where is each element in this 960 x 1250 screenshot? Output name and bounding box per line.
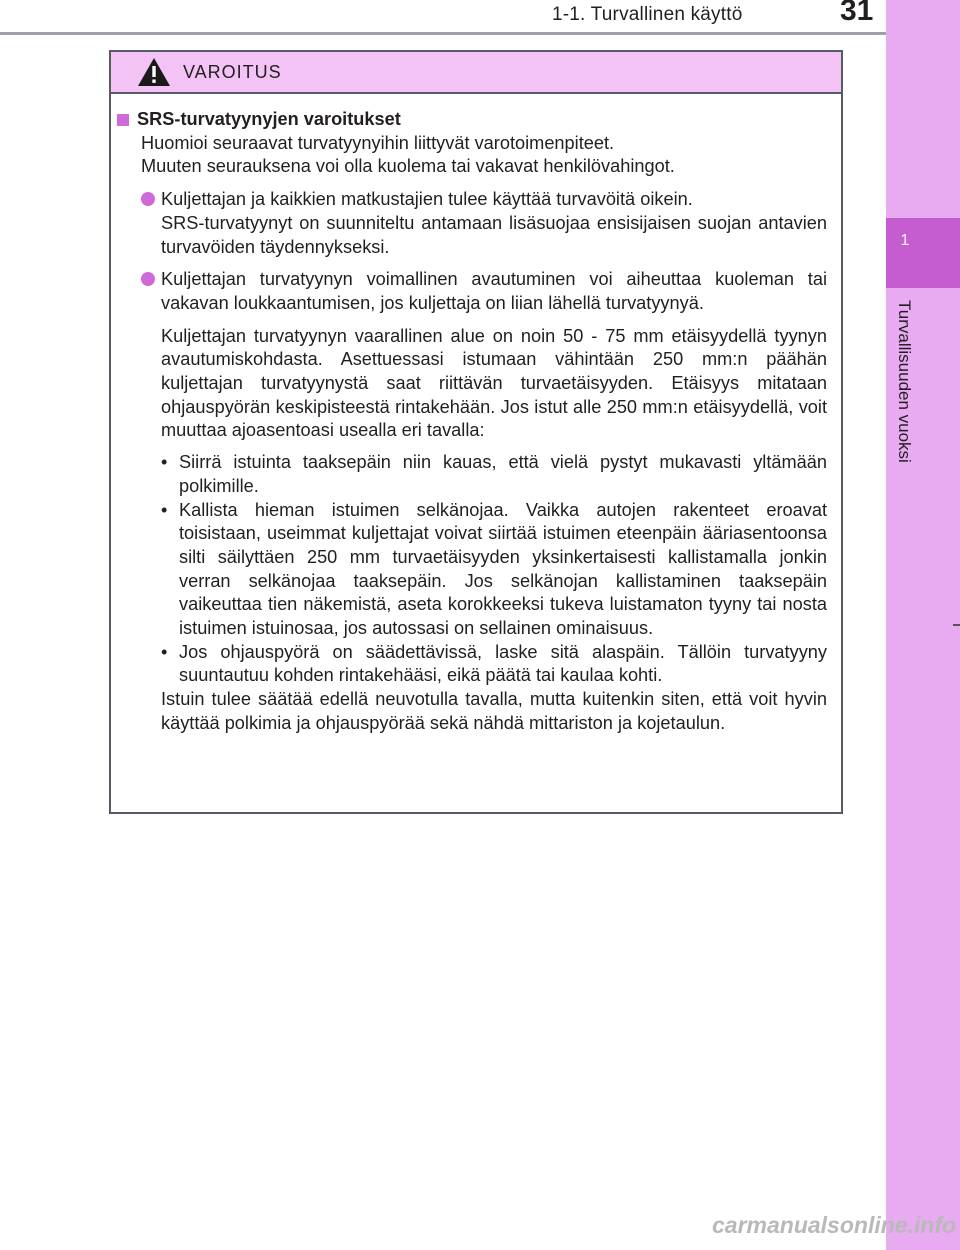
chapter-tab [886,218,960,288]
heading-square-icon [117,114,129,126]
running-header: 1-1. Turvallinen käyttö [552,4,743,25]
adjustment-list [117,451,827,688]
list-item [117,451,827,498]
side-tab [886,0,960,1250]
page-number: 31 [840,0,874,27]
distance-paragraph: Kuljettajan turvatyynyn vaarallinen alue on noin 50 - 75 mm etäisyydellä tyynyn avautumiskohdasta. Asettuessasi istumaan vähintään 250 mm:n päähän kuljettajan turvatyynystä saat riittävän turvaetäisyyden. Etäisyys mitataan ohjauspyörän keskipisteestä rintakehään. Jos istut alle 250 mm:n etäisyydellä, voit muuttaa ajoasentoasi usealla eri tavalla: [161,325,827,441]
list-item [117,641,827,688]
bullet-line: Kuljettajan turvatyynyn voimallinen avautuminen voi aiheuttaa kuoleman tai vakavan loukkaantumisen, jos kuljettaja on liian lähellä turvatyynyä. [161,269,827,313]
closing-paragraph: Istuin tulee säätää edellä neuvotulla tavalla, mutta kuitenkin siten, että voit hyvin käyttää polkimia ja ohjauspyörää sekä nähdä mittariston ja kojetaulun. [161,689,827,733]
list-item [117,499,827,641]
warning-header [111,52,841,94]
section-heading [117,108,827,132]
site-watermark: carmanualsonline.info [712,1212,957,1238]
list-item-text: Kallista hieman istuimen selkänojaa. Vaikka autojen rakenteet eroavat toisistaan, useimmat kuljettajat voivat siirtää istuimen eteenpäin ääriasentoonsa silti säilyttäen 250 mm turvaetäisyyden yksinkertaisesti kallistamalla jonkin verran selkänojaa taaksepäin. Jos selkänojan kallistaminen taaksepäin vaikeuttaa tien näkemistä, aseta korokkeeksi tukeva luistamaton tyyny tai nosta istuimen istuinosaa, jos autossasi on sellainen ominaisuus. [179,499,827,639]
list-bullet: • [161,452,168,473]
intro-line: Huomioi seuraavat turvatyynyihin liittyvät varotoimenpiteet. [141,132,615,153]
warning-body [111,94,841,736]
bullet-line: Kuljettajan ja kaikkien matkustajien tulee käyttää turvavöitä oikein. [161,189,693,210]
warning-triangle-icon [137,57,171,87]
chapter-title: Turvallisuuden vuoksi [895,300,914,463]
bullet-item [117,268,827,315]
list-item-text: Siirrä istuinta taaksepäin niin kauas, että vielä pystyt mukavasti yltämään polkimille. [179,452,827,496]
bullet-dot-icon [141,272,155,286]
warning-box [109,50,843,814]
section-heading-text: SRS-turvatyynyjen varoitukset [137,109,401,129]
list-bullet: • [161,499,168,520]
list-item-text: Jos ohjauspyörä on säädettävissä, laske sitä alaspäin. Tällöin turvatyyny suuntautuu kohden rintakehääsi, eikä päätä tai kaulaa kohti. [179,641,827,686]
list-bullet: • [161,641,168,662]
intro-line: Muuten seurauksena voi olla kuolema tai vakavat henkilövahingot. [141,156,675,177]
warning-title: VAROITUS [183,61,282,82]
bullet-dot-icon [141,192,155,206]
bullet-line: SRS-turvatyynyt on suunniteltu antamaan lisäsuojaa ensisijaisen suojan antavien turvavöiden täydennykseksi. [161,212,827,257]
bullet-item [117,188,827,259]
chapter-number: 1 [900,232,910,249]
edge-tick [953,624,960,626]
header-rule [0,32,886,35]
intro-paragraph [117,132,827,179]
